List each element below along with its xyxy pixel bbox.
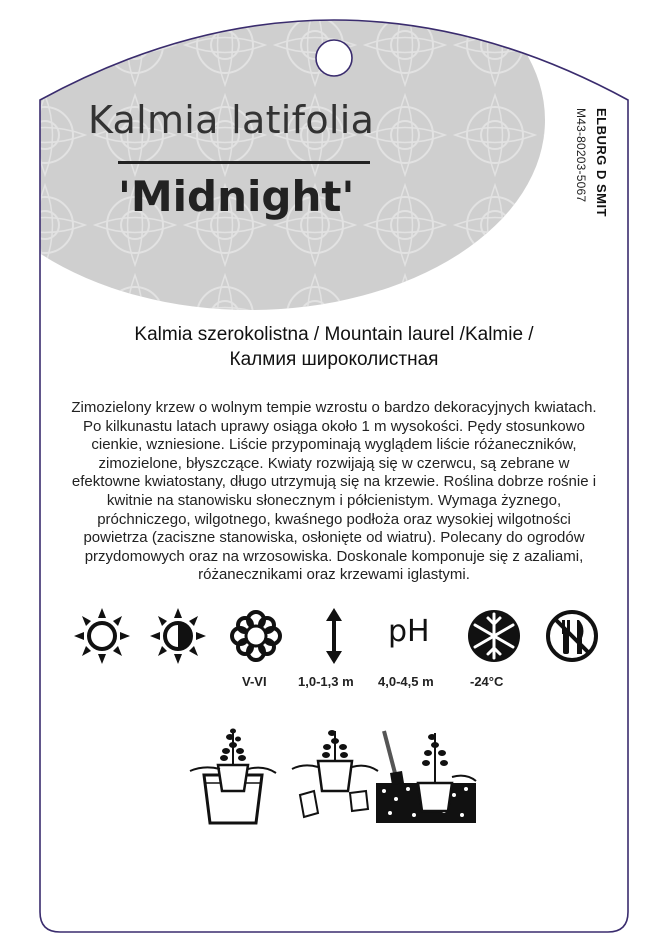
title-divider: [118, 161, 370, 164]
frost-hardiness: -24°C: [470, 674, 504, 689]
plant-description: Zimozielony krzew o wolnym tempie wzrostu o bardzo dekoracyjnych kwiatach. Po kilkunastu latach uprawy osiąga około 1 m wysokości. Pędy stosunkowo cienkie, wzniesione. Liście przypominają wyglądem liście różaneczników, zimozielone, błyszczące. Kwiaty rozwijają się w czerwcu, są zebrane w efektowne kwiatostany, długo utrzymują się na krzewie. Roślina dobrze rośnie i kwitnie na stanowisku słonecznym i półcienistym. Wymaga żyznego, próchniczego, wilgotnego, kwaśnego podłoża oraz wysokiej wilgotności powietrza (zaciszne stanowiska, osłonięte od wiatru). Polecany do ogrodów przydomowych oraz na wrzosowiska. Doskonale komponuje się z azaliami, różanecznikami oraz krzewami iglastymi.: [71, 399, 597, 584]
cultivar-name: 'Midnight': [118, 172, 355, 221]
frost-snowflake-icon: [464, 608, 524, 664]
height-range: 1,0-1,3 m: [298, 674, 354, 689]
flower-icon: [226, 608, 286, 664]
height-arrow-icon: [304, 608, 364, 664]
product-code: M43-80203-5067: [574, 108, 588, 203]
planting-step-plant-icon: [374, 725, 478, 825]
common-names-line: Калмия широколистная: [229, 349, 439, 370]
partial-shade-icon: [148, 608, 208, 664]
full-sun-icon: [72, 608, 132, 664]
ph-icon: pH: [388, 614, 430, 649]
flowering-period: V-VI: [242, 674, 267, 689]
planting-step-unpot-icon: [290, 725, 380, 825]
brand-block: [574, 108, 612, 238]
brand-name: ELBURG D SMIT: [594, 108, 609, 218]
hanging-hole: [316, 40, 352, 76]
ph-range: 4,0-4,5 m: [378, 674, 434, 689]
common-names: [70, 322, 598, 372]
not-edible-icon: [542, 608, 602, 664]
common-names-line: Kalmia szerokolistna / Mountain laurel /Kalmie /: [134, 324, 534, 345]
latin-name: Kalmia latifolia: [88, 98, 375, 142]
planting-step-water-icon: [188, 725, 278, 825]
